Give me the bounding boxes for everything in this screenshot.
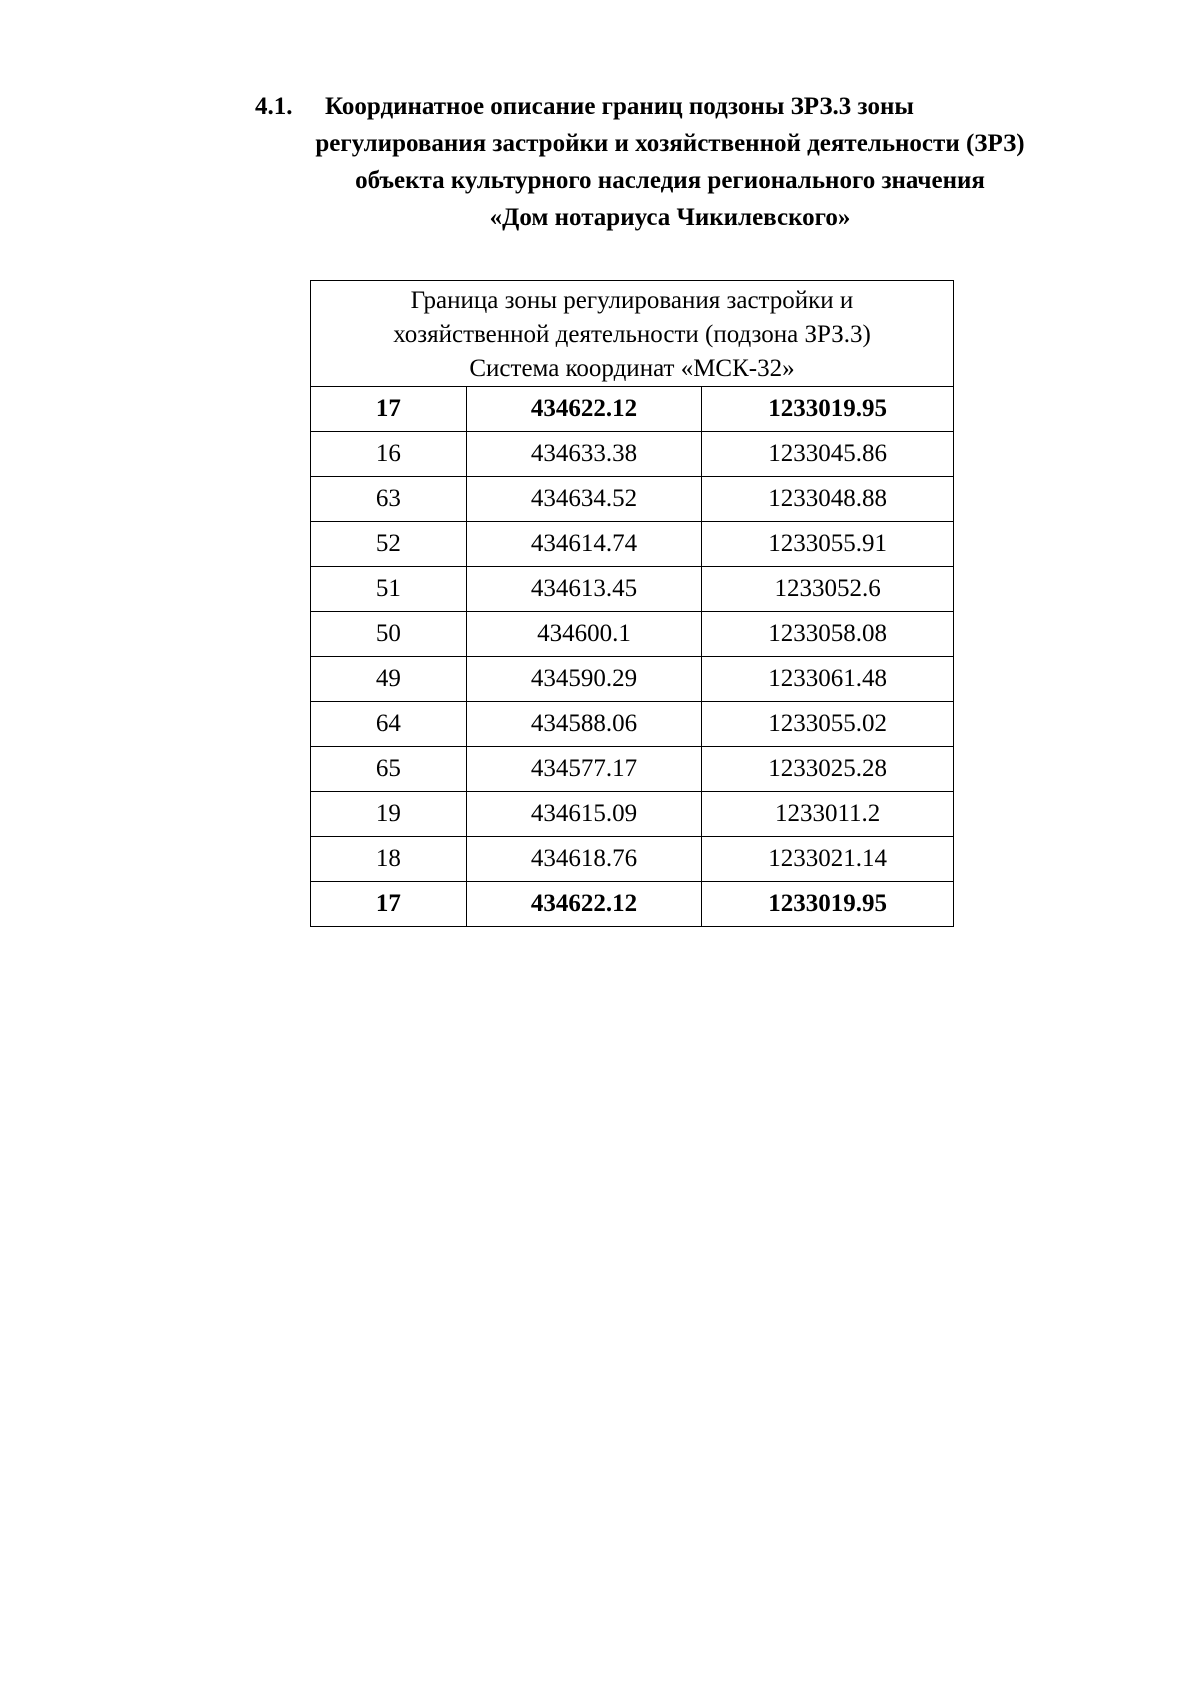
caption-line-2: хозяйственной деятельности (подзона ЗРЗ.3)	[393, 321, 871, 348]
table-row	[311, 612, 954, 657]
y-coordinate-cell: 1233019.95	[702, 387, 954, 432]
coordinates-table	[310, 280, 954, 927]
y-coordinate-cell: 1233055.91	[702, 522, 954, 567]
table-row	[311, 657, 954, 702]
table-row	[311, 702, 954, 747]
point-cell: 51	[311, 567, 467, 612]
x-coordinate-cell: 434622.12	[466, 387, 702, 432]
section-heading	[255, 88, 1085, 236]
point-cell: 16	[311, 432, 467, 477]
x-coordinate-cell: 434577.17	[466, 747, 702, 792]
x-coordinate-cell: 434590.29	[466, 657, 702, 702]
x-coordinate-cell: 434634.52	[466, 477, 702, 522]
point-cell: 18	[311, 837, 467, 882]
y-coordinate-cell: 1233052.6	[702, 567, 954, 612]
y-coordinate-cell: 1233021.14	[702, 837, 954, 882]
table-row	[311, 747, 954, 792]
y-coordinate-cell: 1233048.88	[702, 477, 954, 522]
table-row	[311, 792, 954, 837]
y-coordinate-cell: 1233058.08	[702, 612, 954, 657]
y-coordinate-cell: 1233025.28	[702, 747, 954, 792]
point-cell: 65	[311, 747, 467, 792]
heading-line-2: регулирования застройки и хозяйственной деятельности (ЗРЗ)	[315, 130, 1025, 157]
x-coordinate-cell: 434618.76	[466, 837, 702, 882]
section-number: 4.1.	[255, 93, 293, 120]
heading-line-4: «Дом нотариуса Чикилевского»	[489, 204, 851, 231]
table-body	[311, 281, 954, 927]
table-row	[311, 567, 954, 612]
table-row	[311, 432, 954, 477]
y-coordinate-cell: 1233045.86	[702, 432, 954, 477]
point-cell: 63	[311, 477, 467, 522]
x-coordinate-cell: 434633.38	[466, 432, 702, 477]
point-cell: 52	[311, 522, 467, 567]
x-coordinate-cell: 434613.45	[466, 567, 702, 612]
table-row	[311, 477, 954, 522]
table-row	[311, 882, 954, 927]
y-coordinate-cell: 1233011.2	[702, 792, 954, 837]
point-cell: 17	[311, 387, 467, 432]
point-cell: 64	[311, 702, 467, 747]
x-coordinate-cell: 434615.09	[466, 792, 702, 837]
table-row	[311, 387, 954, 432]
x-coordinate-cell: 434622.12	[466, 882, 702, 927]
table-caption	[311, 281, 954, 387]
point-cell: 17	[311, 882, 467, 927]
y-coordinate-cell: 1233019.95	[702, 882, 954, 927]
heading-line-1	[255, 88, 1085, 125]
table-row	[311, 837, 954, 882]
y-coordinate-cell: 1233055.02	[702, 702, 954, 747]
heading-line-3: объекта культурного наследия регионального значения	[355, 167, 985, 194]
point-cell: 49	[311, 657, 467, 702]
point-cell: 50	[311, 612, 467, 657]
heading-text-1: Координатное описание границ подзоны ЗРЗ.3 зоны	[325, 93, 914, 120]
point-cell: 19	[311, 792, 467, 837]
caption-line-1: Граница зоны регулирования застройки и	[410, 287, 854, 314]
table-row	[311, 522, 954, 567]
y-coordinate-cell: 1233061.48	[702, 657, 954, 702]
x-coordinate-cell: 434614.74	[466, 522, 702, 567]
x-coordinate-cell: 434588.06	[466, 702, 702, 747]
caption-line-3: Система координат «МСК-32»	[469, 355, 795, 382]
table-caption-row	[311, 281, 954, 387]
x-coordinate-cell: 434600.1	[466, 612, 702, 657]
